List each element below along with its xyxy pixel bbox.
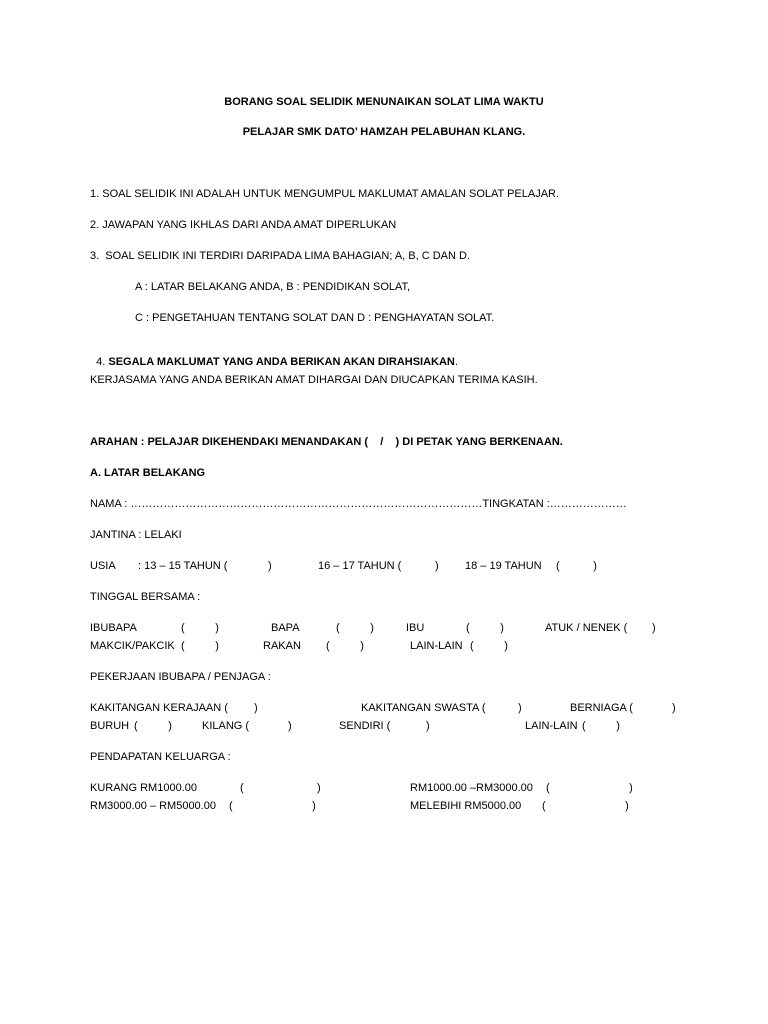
note-4-end: . <box>454 356 458 368</box>
lives-with-grandparents-close: ) <box>652 622 656 634</box>
occupation-label: PEKERJAAN IBUBAPA / PENJAGA : <box>90 671 271 683</box>
occupation-government[interactable]: KAKITANGAN KERAJAAN ( <box>90 702 228 714</box>
note-4-text: SEGALA MAKLUMAT YANG ANDA BERIKAN AKAN DIRAHSIAKAN <box>108 356 455 368</box>
note-2: 2. JAWAPAN YANG IKHLAS DARI ANDA AMAT DIPERLUKAN <box>90 219 397 231</box>
lives-with-mother[interactable]: IBU <box>406 622 425 634</box>
income-above-5000-box[interactable]: ( ) <box>542 800 629 812</box>
age-option-18-19-box[interactable]: ( ) <box>556 560 597 572</box>
occupation-factory[interactable]: KILANG ( <box>202 720 250 732</box>
occupation-government-close: ) <box>254 702 258 714</box>
thanks-note: KERJASAMA YANG ANDA BERIKAN AMAT DIHARGAI DAN DIUCAPKAN TERIMA KASIH. <box>90 374 538 386</box>
lives-with-label: TINGGAL BERSAMA : <box>90 591 201 603</box>
name-field[interactable]: NAMA : ……………………………………………………………………………………TINGKATAN :………………… <box>90 498 627 510</box>
lives-with-parents-box[interactable]: ( ) <box>181 622 219 634</box>
income-3000-5000-box[interactable]: ( ) <box>229 800 316 812</box>
lives-with-father-box[interactable]: ( ) <box>336 622 374 634</box>
income-below-1000-box[interactable]: ( ) <box>240 782 321 794</box>
age-option-13-15[interactable]: : 13 – 15 TAHUN ( <box>138 560 228 572</box>
form-title: BORANG SOAL SELIDIK MENUNAIKAN SOLAT LIMA WAKTU <box>224 96 544 108</box>
section-a-heading: A. LATAR BELAKANG <box>90 467 206 479</box>
lives-with-father[interactable]: BAPA <box>271 622 300 634</box>
income-3000-5000[interactable]: RM3000.00 – RM5000.00 <box>90 800 216 812</box>
lives-with-aunt-uncle[interactable]: MAKCIK/PAKCIK <box>90 640 175 652</box>
income-below-1000[interactable]: KURANG RM1000.00 <box>90 782 197 794</box>
lives-with-others-box[interactable]: ( ) <box>470 640 508 652</box>
gender-field: JANTINA : LELAKI <box>90 529 182 541</box>
age-option-18-19[interactable]: 18 – 19 TAHUN <box>465 560 542 572</box>
note-3-parts-cd: C : PENGETAHUAN TENTANG SOLAT DAN D : PENGHAYATAN SOLAT. <box>135 312 495 324</box>
age-option-13-15-close: ) <box>268 560 272 572</box>
note-4-number: 4. <box>96 356 106 368</box>
income-above-5000[interactable]: MELEBIHI RM5000.00 <box>410 800 522 812</box>
lives-with-friends[interactable]: RAKAN <box>263 640 301 652</box>
form-subtitle: PELAJAR SMK DATO’ HAMZAH PELABUHAN KLANG. <box>242 126 526 138</box>
occupation-private-close: ) <box>518 702 522 714</box>
instruction: ARAHAN : PELAJAR DIKEHENDAKI MENANDAKAN ( / ) DI PETAK YANG BERKENAAN. <box>90 436 563 448</box>
note-4 <box>90 343 458 369</box>
lives-with-aunt-uncle-box[interactable]: ( ) <box>181 640 219 652</box>
occupation-labourer[interactable]: BURUH <box>90 720 130 732</box>
income-1000-3000-box[interactable]: ( ) <box>546 782 633 794</box>
occupation-labourer-box[interactable]: ( ) <box>134 720 172 732</box>
lives-with-mother-box[interactable]: ( ) <box>466 622 504 634</box>
occupation-self-close: ) <box>426 720 430 732</box>
occupation-others[interactable]: LAIN-LAIN <box>525 720 578 732</box>
occupation-factory-close: ) <box>288 720 292 732</box>
occupation-business-close: ) <box>672 702 676 714</box>
note-3-parts-ab: A : LATAR BELAKANG ANDA, B : PENDIDIKAN SOLAT, <box>135 281 411 293</box>
lives-with-friends-box[interactable]: ( ) <box>326 640 364 652</box>
note-1: 1. SOAL SELIDIK INI ADALAH UNTUK MENGUMPUL MAKLUMAT AMALAN SOLAT PELAJAR. <box>90 188 560 200</box>
age-option-16-17[interactable]: 16 – 17 TAHUN ( <box>318 560 402 572</box>
income-label: PENDAPATAN KELUARGA : <box>90 751 231 763</box>
income-1000-3000[interactable]: RM1000.00 –RM3000.00 <box>410 782 533 794</box>
occupation-business[interactable]: BERNIAGA ( <box>570 702 633 714</box>
age-option-16-17-close: ) <box>435 560 439 572</box>
lives-with-grandparents[interactable]: ATUK / NENEK ( <box>545 622 628 634</box>
occupation-others-box[interactable]: ( ) <box>582 720 620 732</box>
lives-with-parents[interactable]: IBUBAPA <box>90 622 137 634</box>
occupation-private[interactable]: KAKITANGAN SWASTA ( <box>361 702 486 714</box>
lives-with-others[interactable]: LAIN-LAIN <box>410 640 463 652</box>
age-label: USIA <box>90 560 116 572</box>
occupation-self[interactable]: SENDIRI ( <box>339 720 391 732</box>
note-3: 3. SOAL SELIDIK INI TERDIRI DARIPADA LIMA BAHAGIAN; A, B, C DAN D. <box>90 250 471 262</box>
